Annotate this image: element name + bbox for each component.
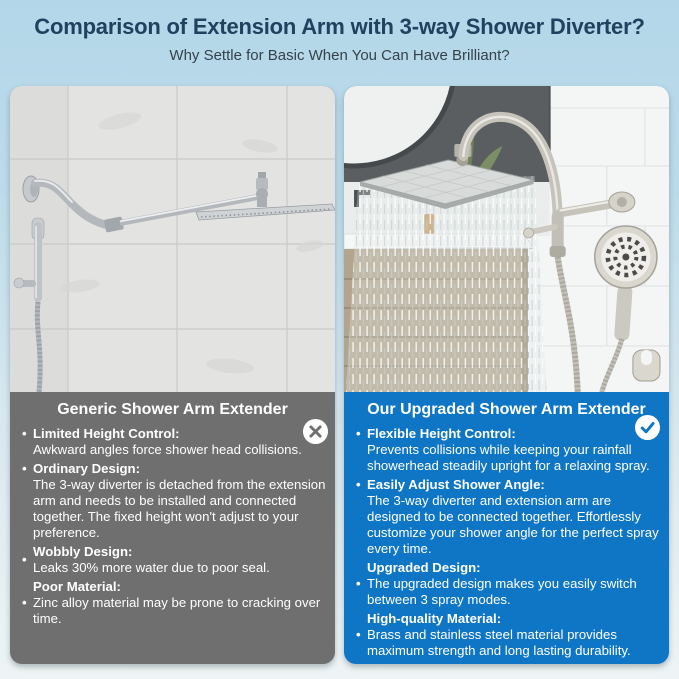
list-item (22, 544, 326, 576)
bullet-icon: • (22, 460, 27, 476)
bullet-icon: • (356, 575, 361, 591)
list-item (22, 426, 326, 458)
list-item (22, 579, 326, 627)
generic-panel-title: Generic Shower Arm Extender (57, 401, 288, 418)
item-desc: The 3-way diverter is detached from the extension arm and needs to be installed and connected together. The fixed height won't adjust to your preference. (33, 476, 326, 540)
list-item (22, 461, 326, 541)
item-desc: Prevents collisions while keeping your rainfall showerhead steadily upright for a relaxing spray. (367, 441, 650, 473)
item-desc: Zinc alloy material may be prone to cracking over time. (33, 594, 321, 626)
header (0, 0, 679, 64)
item-title: Wobbly Design: (33, 543, 133, 559)
page-subtitle: Why Settle for Basic When You Can Have Brilliant? (169, 47, 510, 64)
bullet-icon: • (356, 626, 361, 642)
generic-panel (10, 392, 335, 664)
generic-product-photo (10, 86, 335, 392)
item-desc: Awkward angles force shower head collisions. (33, 441, 302, 457)
bullet-icon: • (356, 476, 361, 492)
generic-product-card (10, 86, 335, 664)
item-title: Flexible Height Control: (367, 426, 516, 441)
list-item (356, 477, 660, 557)
item-desc: Brass and stainless steel material provides maximum strength and long lasting durability. (367, 626, 631, 658)
upgraded-panel-title: Our Upgraded Shower Arm Extender (367, 401, 646, 418)
list-item (356, 560, 660, 608)
generic-feature-list (10, 419, 335, 627)
item-title: High-quality Material: (367, 610, 502, 626)
list-item (356, 611, 660, 659)
bullet-icon: • (356, 426, 361, 441)
item-desc: The upgraded design makes you easily switch between 3 spray modes. (367, 575, 637, 607)
item-title: Ordinary Design: (33, 460, 140, 476)
bullet-icon: • (22, 551, 27, 567)
item-title: Upgraded Design: (367, 559, 481, 575)
item-desc: Leaks 30% more water due to poor seal. (33, 559, 270, 575)
upgraded-product-photo (344, 86, 669, 392)
upgraded-shower-scene-illustration (344, 86, 669, 392)
item-title: Poor Material: (33, 578, 121, 594)
comparison-cards (10, 86, 669, 664)
bullet-icon: • (22, 594, 27, 610)
x-icon (302, 418, 329, 445)
bullet-icon: • (22, 426, 27, 441)
upgraded-product-card (344, 86, 669, 664)
item-title: Easily Adjust Shower Angle: (367, 476, 545, 492)
upgraded-feature-list (344, 419, 669, 659)
page-title: Comparison of Extension Arm with 3-way Shower Diverter? (34, 14, 645, 39)
upgraded-panel (344, 392, 669, 664)
check-icon (634, 414, 661, 441)
generic-shower-scene-illustration (10, 86, 335, 392)
list-item (356, 426, 660, 474)
item-title: Limited Height Control: (33, 426, 180, 441)
item-desc: The 3-way diverter and extension arm are designed to be connected together. Effortlessly customize your shower angle for the perfect spray every time. (367, 492, 659, 556)
